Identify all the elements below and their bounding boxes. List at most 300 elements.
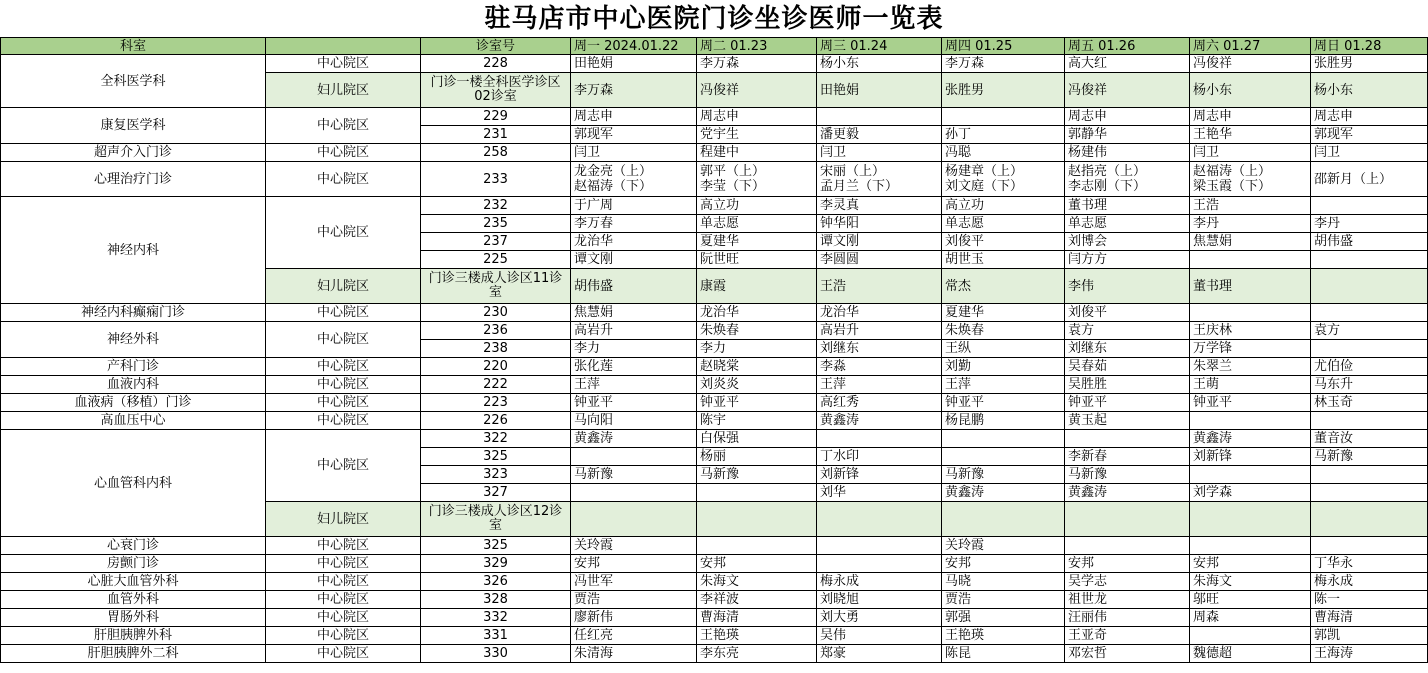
room-cell: 门诊三楼成人诊区11诊室: [421, 269, 571, 304]
doctor-cell: 阮世旺: [697, 251, 817, 269]
doctor-cell: 王萍: [942, 376, 1065, 394]
doctor-cell: 马新豫: [697, 466, 817, 484]
campus-cell: 中心院区: [266, 162, 421, 197]
room-cell: 门诊三楼成人诊区12诊室: [421, 502, 571, 537]
doctor-cell: 钟亚平: [697, 394, 817, 412]
doctor-cell: 贾浩: [942, 591, 1065, 609]
doctor-cell: [1065, 502, 1190, 537]
doctor-cell: 刘勤: [942, 358, 1065, 376]
doctor-cell: 曹海清: [1311, 609, 1428, 627]
campus-cell: 妇儿院区: [266, 502, 421, 537]
doctor-name: 赵福涛（下）: [574, 179, 653, 194]
doctor-cell: 林玉奇: [1311, 394, 1428, 412]
doctor-cell: 冯俊祥: [1065, 73, 1190, 108]
doctor-cell: 李祥波: [697, 591, 817, 609]
doctor-cell: [571, 484, 697, 502]
room-cell: 332: [421, 609, 571, 627]
doctor-cell: 刘新锋: [1190, 448, 1311, 466]
doctor-cell: 万学锋: [1190, 340, 1311, 358]
doctor-cell: [1190, 304, 1311, 322]
doctor-cell: 关玲霞: [942, 537, 1065, 555]
doctor-cell: [697, 537, 817, 555]
doctor-cell: [817, 537, 942, 555]
doctor-cell: 吴胜胜: [1065, 376, 1190, 394]
doctor-cell: 马新豫: [1311, 448, 1428, 466]
table-row: [1, 430, 1428, 448]
dept-cell: 房颤门诊: [1, 555, 266, 573]
doctor-cell: 白保强: [697, 430, 817, 448]
doctor-cell: 梅永成: [817, 573, 942, 591]
doctor-cell: 黄鑫涛: [817, 412, 942, 430]
header-cell: 诊室号: [421, 38, 571, 55]
doctor-cell: [1190, 251, 1311, 269]
doctor-cell: [1311, 484, 1428, 502]
doctor-cell: [1311, 251, 1428, 269]
doctor-name: 邵新月（上）: [1314, 171, 1393, 187]
doctor-cell: 周志申: [697, 108, 817, 126]
dept-cell: 神经内科癫痫门诊: [1, 304, 266, 322]
campus-cell: 中心院区: [266, 412, 421, 430]
doctor-cell: 马新豫: [1065, 466, 1190, 484]
table-row: [1, 376, 1428, 394]
room-cell: 228: [421, 55, 571, 73]
doctor-cell: [1311, 304, 1428, 322]
doctor-cell: 朱海文: [1190, 573, 1311, 591]
doctor-cell: 郑豪: [817, 645, 942, 663]
doctor-cell: 冯俊祥: [697, 73, 817, 108]
doctor-cell: 董书理: [1190, 269, 1311, 304]
doctor-cell: 龙治华: [817, 304, 942, 322]
header-cell: 周二 01.23: [697, 38, 817, 55]
room-cell: 223: [421, 394, 571, 412]
doctor-cell: [1190, 162, 1311, 197]
dept-cell: 心脏大血管外科: [1, 573, 266, 591]
doctor-cell: 马东升: [1311, 376, 1428, 394]
doctor-cell: 冯俊祥: [1190, 55, 1311, 73]
campus-cell: 中心院区: [266, 430, 421, 502]
doctor-cell: [817, 430, 942, 448]
doctor-cell: 魏德超: [1190, 645, 1311, 663]
doctor-cell: 李新春: [1065, 448, 1190, 466]
doctor-cell: 周森: [1190, 609, 1311, 627]
doctor-cell: 杨小东: [817, 55, 942, 73]
room-cell: 226: [421, 412, 571, 430]
header-cell: 周三 01.24: [817, 38, 942, 55]
doctor-cell: [1190, 627, 1311, 645]
doctor-cell: 常杰: [942, 269, 1065, 304]
doctor-name: 郭平（上）: [700, 164, 766, 179]
doctor-cell: 刘学森: [1190, 484, 1311, 502]
table-row: [1, 591, 1428, 609]
doctor-cell: 高红秀: [817, 394, 942, 412]
doctor-cell: 龙治华: [697, 304, 817, 322]
campus-cell: 中心院区: [266, 55, 421, 73]
doctor-cell: 郭现军: [1311, 126, 1428, 144]
table-row: [1, 573, 1428, 591]
doctor-name: 孟月兰（下）: [820, 179, 899, 194]
campus-cell: 中心院区: [266, 304, 421, 322]
doctor-cell: 王浩: [817, 269, 942, 304]
doctor-cell: 王庆林: [1190, 322, 1311, 340]
dept-cell: 血液内科: [1, 376, 266, 394]
doctor-cell: 曹海清: [697, 609, 817, 627]
doctor-cell: 杨丽: [697, 448, 817, 466]
doctor-cell: 李力: [697, 340, 817, 358]
doctor-cell: 高大红: [1065, 55, 1190, 73]
doctor-cell: 钟亚平: [571, 394, 697, 412]
doctor-cell: 朱焕春: [697, 322, 817, 340]
table-row: [1, 555, 1428, 573]
doctor-name: 刘文庭（下）: [945, 179, 1024, 194]
doctor-cell: 安邦: [1065, 555, 1190, 573]
room-cell: 323: [421, 466, 571, 484]
doctor-cell: 邬旺: [1190, 591, 1311, 609]
doctor-cell: 刘俊平: [942, 233, 1065, 251]
doctor-cell: [1190, 537, 1311, 555]
room-cell: 328: [421, 591, 571, 609]
room-cell: 326: [421, 573, 571, 591]
room-cell: 331: [421, 627, 571, 645]
doctor-cell: 焦慧娟: [1190, 233, 1311, 251]
doctor-cell: 李万森: [571, 73, 697, 108]
doctor-cell: 董音汝: [1311, 430, 1428, 448]
doctor-cell: 尤伯俭: [1311, 358, 1428, 376]
doctor-cell: 袁方: [1065, 322, 1190, 340]
doctor-cell: 李万春: [571, 215, 697, 233]
doctor-cell: 周志申: [1190, 108, 1311, 126]
doctor-cell: 李万森: [942, 55, 1065, 73]
doctor-cell: 王萌: [1190, 376, 1311, 394]
doctor-cell: 刘俊平: [1065, 304, 1190, 322]
room-cell: 325: [421, 448, 571, 466]
doctor-name: 赵福涛（上）: [1193, 164, 1272, 179]
doctor-cell: 王亚奇: [1065, 627, 1190, 645]
doctor-cell: 朱海文: [697, 573, 817, 591]
doctor-cell: 谭文刚: [571, 251, 697, 269]
doctor-cell: 黄玉起: [1065, 412, 1190, 430]
doctor-cell: 郭强: [942, 609, 1065, 627]
doctor-cell: 党宇生: [697, 126, 817, 144]
doctor-cell: 高立功: [942, 197, 1065, 215]
room-cell: 237: [421, 233, 571, 251]
doctor-name: 宋丽（上）: [820, 164, 886, 179]
header-cell: 周六 01.27: [1190, 38, 1311, 55]
doctor-cell: 安邦: [1190, 555, 1311, 573]
table-row: [1, 55, 1428, 73]
doctor-cell: 黄鑫涛: [1190, 430, 1311, 448]
doctor-cell: 贾浩: [571, 591, 697, 609]
room-cell: 220: [421, 358, 571, 376]
doctor-cell: 郭静华: [1065, 126, 1190, 144]
doctor-cell: 刘继东: [817, 340, 942, 358]
doctor-cell: 安邦: [942, 555, 1065, 573]
table-row: [1, 609, 1428, 627]
doctor-cell: 黄鑫涛: [571, 430, 697, 448]
doctor-cell: [1311, 162, 1428, 197]
doctor-cell: 刘华: [817, 484, 942, 502]
doctor-cell: 安邦: [571, 555, 697, 573]
doctor-cell: 马晓: [942, 573, 1065, 591]
doctor-cell: 董书理: [1065, 197, 1190, 215]
doctor-cell: 关玲霞: [571, 537, 697, 555]
doctor-cell: 丁水印: [817, 448, 942, 466]
doctor-cell: 黄鑫涛: [942, 484, 1065, 502]
dept-cell: 肝胆胰脾外科: [1, 627, 266, 645]
doctor-cell: 郭凯: [1311, 627, 1428, 645]
doctor-name: 赵指亮（上）: [1068, 164, 1147, 179]
doctor-cell: 李万森: [697, 55, 817, 73]
campus-cell: 中心院区: [266, 645, 421, 663]
table-row: [1, 197, 1428, 215]
doctor-cell: [1311, 466, 1428, 484]
room-cell: 231: [421, 126, 571, 144]
doctor-cell: [1065, 162, 1190, 197]
doctor-cell: 冯世军: [571, 573, 697, 591]
room-cell: 322: [421, 430, 571, 448]
dept-cell: 心理治疗门诊: [1, 162, 266, 197]
doctor-cell: 吴春茹: [1065, 358, 1190, 376]
doctor-cell: 闫卫: [817, 144, 942, 162]
doctor-cell: 赵晓棠: [697, 358, 817, 376]
doctor-cell: 闫方方: [1065, 251, 1190, 269]
doctor-cell: [817, 502, 942, 537]
doctor-cell: [1190, 412, 1311, 430]
header-cell: 周五 01.26: [1065, 38, 1190, 55]
doctor-cell: [571, 162, 697, 197]
header-row: [1, 38, 1428, 55]
doctor-cell: [1311, 502, 1428, 537]
dept-cell: 康复医学科: [1, 108, 266, 144]
doctor-cell: [817, 108, 942, 126]
doctor-cell: 王艳华: [1190, 126, 1311, 144]
dept-cell: 心衰门诊: [1, 537, 266, 555]
doctor-cell: 王艳瑛: [697, 627, 817, 645]
doctor-cell: 朱清海: [571, 645, 697, 663]
dept-cell: 神经内科: [1, 197, 266, 304]
doctor-cell: 李圆圆: [817, 251, 942, 269]
room-cell: 236: [421, 322, 571, 340]
room-cell: 232: [421, 197, 571, 215]
doctor-cell: 邓宏哲: [1065, 645, 1190, 663]
room-cell: 330: [421, 645, 571, 663]
campus-cell: 中心院区: [266, 358, 421, 376]
doctor-cell: 胡世玉: [942, 251, 1065, 269]
doctor-cell: 马新豫: [571, 466, 697, 484]
doctor-cell: 孙丁: [942, 126, 1065, 144]
doctor-cell: 周志申: [1065, 108, 1190, 126]
dept-cell: 超声介入门诊: [1, 144, 266, 162]
table-row: [1, 144, 1428, 162]
dept-cell: 神经外科: [1, 322, 266, 358]
doctor-cell: 单志愿: [942, 215, 1065, 233]
doctor-cell: [571, 448, 697, 466]
dept-cell: 血管外科: [1, 591, 266, 609]
table-row: [1, 358, 1428, 376]
campus-cell: 中心院区: [266, 537, 421, 555]
doctor-cell: 焦慧娟: [571, 304, 697, 322]
doctor-cell: 谭文刚: [817, 233, 942, 251]
doctor-cell: 郭现军: [571, 126, 697, 144]
doctor-cell: 袁方: [1311, 322, 1428, 340]
doctor-cell: 高岩升: [571, 322, 697, 340]
doctor-cell: [1311, 340, 1428, 358]
doctor-cell: [697, 162, 817, 197]
campus-cell: 中心院区: [266, 144, 421, 162]
doctor-name: 李志刚（下）: [1068, 179, 1147, 194]
campus-cell: 妇儿院区: [266, 269, 421, 304]
room-cell: 258: [421, 144, 571, 162]
table-row: [1, 322, 1428, 340]
doctor-cell: 于广周: [571, 197, 697, 215]
doctor-cell: [942, 430, 1065, 448]
doctor-cell: 周志申: [571, 108, 697, 126]
doctor-cell: 汪丽伟: [1065, 609, 1190, 627]
table-row: [1, 162, 1428, 197]
doctor-cell: [1311, 197, 1428, 215]
doctor-cell: 单志愿: [697, 215, 817, 233]
doctor-cell: 王浩: [1190, 197, 1311, 215]
table-row: [1, 537, 1428, 555]
doctor-cell: [942, 502, 1065, 537]
campus-cell: 中心院区: [266, 376, 421, 394]
doctor-cell: [817, 162, 942, 197]
dept-cell: 血液病（移植）门诊: [1, 394, 266, 412]
doctor-cell: [942, 108, 1065, 126]
doctor-cell: 杨小东: [1311, 73, 1428, 108]
header-cell: 科室: [1, 38, 266, 55]
doctor-cell: 李东亮: [697, 645, 817, 663]
header-cell: 周四 01.25: [942, 38, 1065, 55]
campus-cell: 中心院区: [266, 609, 421, 627]
doctor-name: 李莹（下）: [700, 179, 766, 194]
doctor-cell: 田艳娟: [571, 55, 697, 73]
campus-cell: 中心院区: [266, 555, 421, 573]
dept-cell: 产科门诊: [1, 358, 266, 376]
doctor-cell: 单志愿: [1065, 215, 1190, 233]
room-cell: 233: [421, 162, 571, 197]
doctor-cell: 张化莲: [571, 358, 697, 376]
doctor-cell: 杨建伟: [1065, 144, 1190, 162]
doctor-cell: 钟亚平: [1065, 394, 1190, 412]
doctor-cell: [942, 162, 1065, 197]
doctor-cell: [1065, 430, 1190, 448]
dept-cell: 心血管科内科: [1, 430, 266, 537]
room-cell: 222: [421, 376, 571, 394]
doctor-cell: [697, 502, 817, 537]
doctor-cell: 刘晓旭: [817, 591, 942, 609]
doctor-cell: 闫卫: [1190, 144, 1311, 162]
doctor-cell: [1065, 537, 1190, 555]
doctor-cell: 吴学志: [1065, 573, 1190, 591]
doctor-cell: 刘新锋: [817, 466, 942, 484]
table-row: [1, 645, 1428, 663]
table-row: [1, 394, 1428, 412]
campus-cell: 中心院区: [266, 627, 421, 645]
doctor-cell: [1311, 537, 1428, 555]
dept-cell: 肝胆胰脾外二科: [1, 645, 266, 663]
doctor-cell: 杨昆鹏: [942, 412, 1065, 430]
doctor-cell: 安邦: [697, 555, 817, 573]
doctor-cell: 钟亚平: [942, 394, 1065, 412]
room-cell: 327: [421, 484, 571, 502]
doctor-cell: 李灵真: [817, 197, 942, 215]
campus-cell: 中心院区: [266, 322, 421, 358]
doctor-cell: 李丹: [1311, 215, 1428, 233]
doctor-cell: 杨小东: [1190, 73, 1311, 108]
header-cell: 周日 01.28: [1311, 38, 1428, 55]
table-row: [1, 412, 1428, 430]
doctor-cell: 陈昆: [942, 645, 1065, 663]
doctor-cell: 黄鑫涛: [1065, 484, 1190, 502]
doctor-cell: 李伟: [1065, 269, 1190, 304]
doctor-cell: 高立功: [697, 197, 817, 215]
doctor-cell: 周志申: [1311, 108, 1428, 126]
doctor-cell: 任红亮: [571, 627, 697, 645]
room-cell: 238: [421, 340, 571, 358]
dept-cell: 高血压中心: [1, 412, 266, 430]
doctor-cell: 张胜男: [942, 73, 1065, 108]
doctor-cell: 王纵: [942, 340, 1065, 358]
room-cell: 329: [421, 555, 571, 573]
doctor-cell: [942, 448, 1065, 466]
doctor-cell: 王海涛: [1311, 645, 1428, 663]
doctor-cell: [1190, 466, 1311, 484]
doctor-cell: [817, 555, 942, 573]
doctor-cell: 马新豫: [942, 466, 1065, 484]
campus-cell: 中心院区: [266, 108, 421, 144]
dept-cell: 全科医学科: [1, 55, 266, 108]
campus-cell: 中心院区: [266, 394, 421, 412]
doctor-cell: 王萍: [571, 376, 697, 394]
room-cell: 230: [421, 304, 571, 322]
doctor-cell: 刘继东: [1065, 340, 1190, 358]
doctor-cell: [697, 484, 817, 502]
doctor-cell: 陈宇: [697, 412, 817, 430]
doctor-cell: 李丹: [1190, 215, 1311, 233]
doctor-cell: [1311, 269, 1428, 304]
doctor-cell: 张胜男: [1311, 55, 1428, 73]
dept-cell: 胃肠外科: [1, 609, 266, 627]
doctor-cell: 祖世龙: [1065, 591, 1190, 609]
doctor-cell: [1190, 502, 1311, 537]
doctor-cell: 夏建华: [942, 304, 1065, 322]
header-cell: [266, 38, 421, 55]
table-row: [1, 108, 1428, 126]
doctor-cell: 胡伟盛: [571, 269, 697, 304]
doctor-cell: 刘炎炎: [697, 376, 817, 394]
doctor-cell: 高岩升: [817, 322, 942, 340]
doctor-cell: 潘更毅: [817, 126, 942, 144]
doctor-cell: 夏建华: [697, 233, 817, 251]
doctor-cell: 王艳瑛: [942, 627, 1065, 645]
doctor-cell: 程建中: [697, 144, 817, 162]
doctor-cell: 钟亚平: [1190, 394, 1311, 412]
campus-cell: 中心院区: [266, 197, 421, 269]
room-cell: 229: [421, 108, 571, 126]
room-cell: 235: [421, 215, 571, 233]
doctor-cell: 朱焕春: [942, 322, 1065, 340]
campus-cell: 妇儿院区: [266, 73, 421, 108]
doctor-cell: 梅永成: [1311, 573, 1428, 591]
campus-cell: 中心院区: [266, 573, 421, 591]
page-title: 驻马店市中心医院门诊坐诊医师一览表: [484, 4, 944, 34]
doctor-name: 杨建章（上）: [945, 164, 1024, 179]
doctor-cell: 钟华阳: [817, 215, 942, 233]
doctor-cell: [1311, 412, 1428, 430]
doctor-cell: 陈一: [1311, 591, 1428, 609]
header-cell: 周一 2024.01.22: [571, 38, 697, 55]
table-row: [1, 304, 1428, 322]
